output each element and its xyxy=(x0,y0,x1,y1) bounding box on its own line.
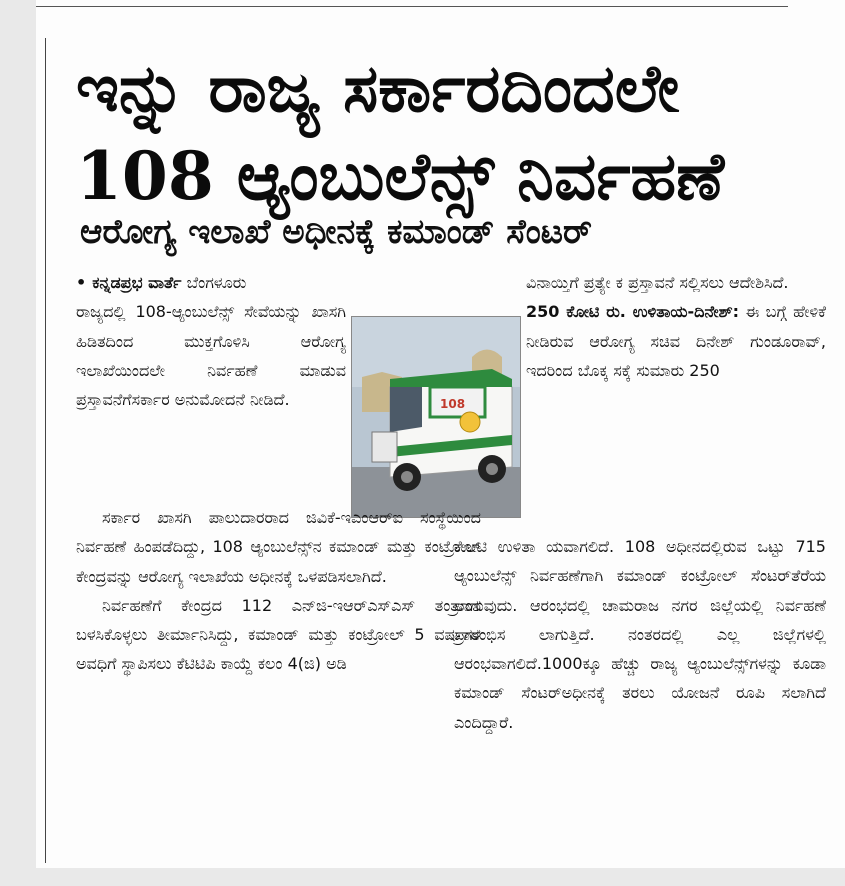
right-column-bottom xyxy=(454,532,826,737)
headline-line-1: ಇನ್ನು ರಾಜ್ಯ ಸರ್ಕಾರದಿಂದಲೇ xyxy=(76,49,680,127)
paragraph-3: ನಿರ್ವಹಣೆಗೆ ಕೇಂದ್ರದ 112 ಎನ್‌ಜಿ-ಇಆರ್‌ಎಸ್‌ಎಸ್ ತಂತ್ರಾಂಶ ಬಳಸಿಕೊಳ್ಳಲು ತೀರ್ಮಾನಿಸಿದ್ದು, ಕಮಾಂಡ್ ಮತ್ತು ಕಂಟ್ರೋಲ್ 5 ವರ್ಷಗಳ ಅವಧಿಗೆ ಸ್ಥಾಪಿಸಲು ಕೆಟಿಟಿಪಿ ಕಾಯ್ದೆ ಕಲಂ 4(ಜಿ) ಅಡಿ xyxy=(76,595,481,674)
ambulance-photo xyxy=(351,316,521,518)
right-paragraph-continued: ಕೋಟಿ ಉಳಿತಾ ಯವಾಗಲಿದೆ. 108 ಅಧೀನದಲ್ಲಿರುವ ಒಟ್ಟು 715 ಆ್ಯಂಬುಲೆನ್ಸ್ ನಿರ್ವಹಣೆಗಾಗಿ ಕಮಾಂಡ್ ಕಂಟ್ರೋಲ್ ಸೆಂಟರ್‌ತೆರೆಯ ಲಾಗುವುದು. ಆರಂಭದಲ್ಲಿ ಚಾಮರಾಜ ನಗರ ಜಿಲ್ಲೆಯಲ್ಲಿ ನಿರ್ವಹಣೆ ಪ್ರಾರಂಭಿಸ ಲಾಗುತ್ತಿದೆ. ನಂತರದಲ್ಲಿ ಎಲ್ಲ ಜಿಲ್ಲೆಗಳಲ್ಲಿ ಆರಂಭವಾಗಲಿದೆ.1000ಕ್ಕೂ ಹೆಚ್ಚು ರಾಜ್ಯ ಆ್ಯಂಬುಲೆನ್ಸ್‌ಗಳನ್ನು ಕೂಡಾ ಕಮಾಂಡ್ ಸೆಂಟರ್‌ಅಧೀನಕ್ಕೆ ತರಲು ಯೋಜನೆ ರೂಪಿ ಸಲಾಗಿದೆ ಎಂದಿದ್ದಾರೆ. xyxy=(454,537,826,732)
left-column-top xyxy=(76,268,376,414)
right-continuation: ವಿನಾಯ್ತಿಗೆ ಪ್ರತ್ಯೇ ಕ ಪ್ರಸ್ತಾವನೆ ಸಲ್ಲಿಸಲು ಆದೇಶಿಸಿದೆ. xyxy=(526,273,789,292)
paragraph-2: ಸರ್ಕಾರ ಖಾಸಗಿ ಪಾಲುದಾರರಾದ ಜಿವಿಕೆ-ಇಎಂಆರ್‌ಐ ಸಂಸ್ಥೆಯಿಂದ ನಿರ್ವಹಣೆ ಹಿಂಪಡೆದಿದ್ದು, 108 ಆ್ಯಂಬುಲೆನ್ಸ್‌ನ ಕಮಾಂಡ್ ಮತ್ತು ಕಂಟ್ರೋಲ್ ಕೇಂದ್ರವನ್ನು ಆರೋಗ್ಯ ಇಲಾಖೆಯ ಅಧೀನಕ್ಕೆ ಒಳಪಡಿಸಲಾಗಿದೆ. xyxy=(76,508,481,586)
ambulance-illustration xyxy=(352,317,520,517)
subheadline: ಆರೋಗ್ಯ ಇಲಾಖೆ ಅಧೀನಕ್ಕೆ ಕಮಾಂಡ್ ಸೆಂಟರ್ xyxy=(80,212,592,252)
lead-paragraph: ರಾಜ್ಯದಲ್ಲಿ 108-ಆ್ಯಂಬುಲೆನ್ಸ್ ಸೇವೆಯನ್ನು ಖಾಸಗಿ ಹಿಡಿತದಿಂದ ಮುಕ್ತಗೊಳಿಸಿ ಆರೋಗ್ಯ ಇಲಾಖೆಯಿಂದಲೇ ನಿರ್ವಹಣೆ ಮಾಡುವ ಪ್ರಸ್ತಾವನೆಗೆಸರ್ಕಾರ ಅನುಮೋದನೆ ನೀಡಿದೆ. xyxy=(76,302,346,410)
top-rule xyxy=(36,6,788,7)
headline-line-2: 108 ಆ್ಯಂಬುಲೆನ್ಸ್ ನಿರ್ವಹಣೆ xyxy=(76,137,725,215)
bullet-icon: • xyxy=(76,273,87,292)
byline xyxy=(76,268,376,297)
right-paragraph xyxy=(526,297,826,385)
left-column-rule xyxy=(45,38,46,863)
ambulance-panel-number: 108 xyxy=(440,397,466,411)
headline xyxy=(76,44,816,220)
crosshead: 250 ಕೋಟಿ ರು. ಉಳಿತಾಯ-ದಿನೇಶ್: xyxy=(526,302,740,322)
right-paragraph-body: ಈ ಬಗ್ಗೆ ಹೇಳಿಕೆ ನೀಡಿರುವ ಆರೋಗ್ಯ ಸಚಿವ ದಿನೇಶ್ ಗುಂಡೂರಾವ್, ಇದರಿಂದ ಬೊಕ್ಕ ಸಕ್ಕೆ ಸುಮಾರು 250 xyxy=(526,302,826,380)
byline-place: ಬೆಂಗಳೂರು xyxy=(186,273,247,292)
newspaper-clipping xyxy=(36,0,845,868)
left-column-bottom xyxy=(76,503,481,679)
byline-source: ಕನ್ನಡಪ್ರಭ ವಾರ್ತೆ xyxy=(92,273,182,292)
right-column-top xyxy=(526,268,826,385)
